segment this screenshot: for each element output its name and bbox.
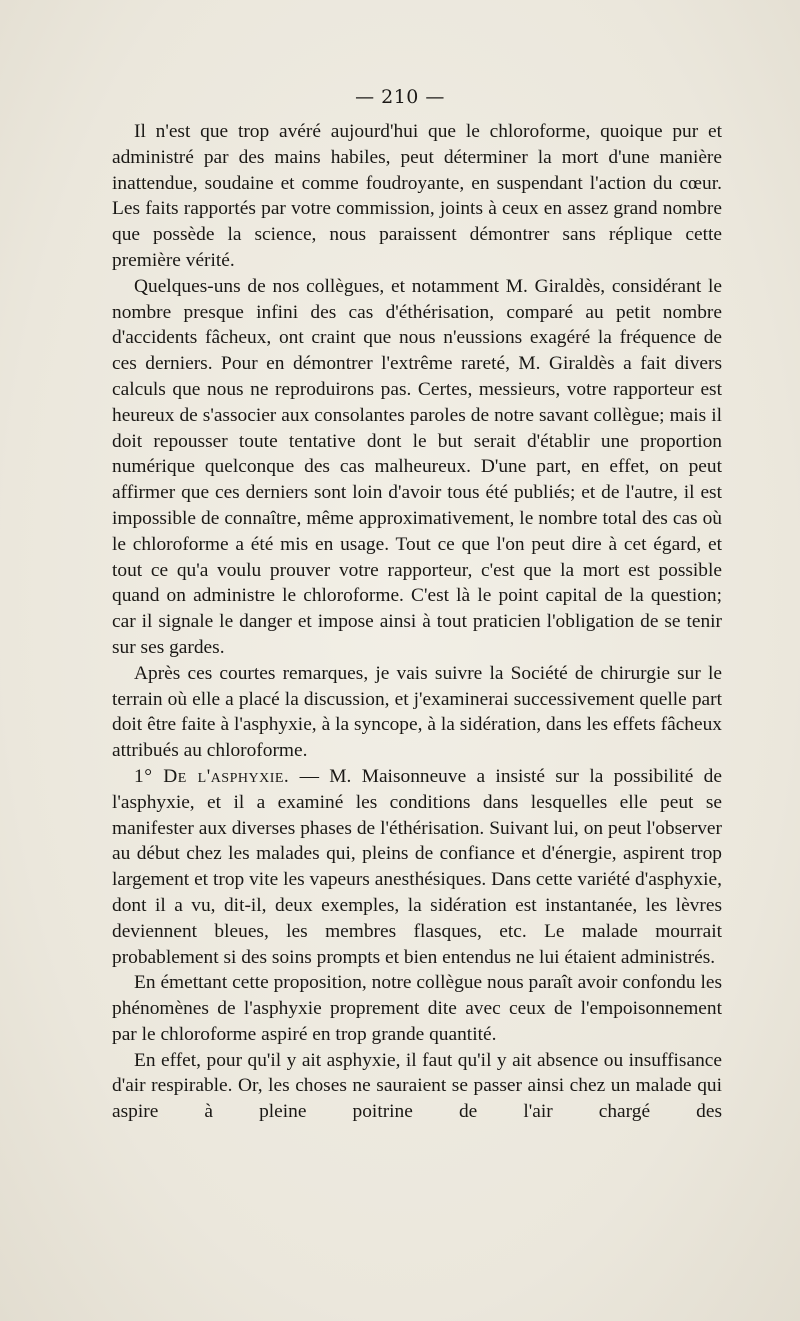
paragraph: Après ces courtes remarques, je vais suivre la Société de chirurgie sur le terrain où elle a placé la discussion, et j'examinerai successivement quelle part doit être faite à l'asphyxie, à la syncope, à la sidération, dans les effets fâcheux attribués au chloroforme. xyxy=(112,662,722,762)
page-number: — 210 — xyxy=(355,86,445,108)
body-text xyxy=(112,119,722,1125)
section-heading: 1° De l'asphyxie. xyxy=(134,765,290,787)
paragraph: En émettant cette proposition, notre collègue nous paraît avoir confondu les phénomènes de l'asphyxie proprement dite avec ceux de l'empoisonnement par le chloroforme aspiré en trop grande quantité. xyxy=(112,972,722,1045)
section-paragraph xyxy=(112,764,722,970)
paragraph: Il n'est que trop avéré aujourd'hui que le chloroforme, quoique pur et administré par des mains habiles, peut déterminer la mort d'une manière inattendue, soudaine et comme foudroyante, en suspendant l'action du cœur. Les faits rapportés par votre commission, joints à ceux en assez grand nombre que possède la science, nous paraissent démontrer sans réplique cette première vérité. xyxy=(112,121,722,271)
paragraph: En effet, pour qu'il y ait asphyxie, il faut qu'il y ait absence ou insuffisance d'air respirable. Or, les choses ne sauraient se passer ainsi chez un malade qui aspire à pleine poitrine de l'air chargé des xyxy=(112,1049,722,1123)
paragraph: Quelques-uns de nos collègues, et notamment M. Giraldès, considérant le nombre presque infini des cas d'éthérisation, comparé au petit nombre d'accidents fâcheux, ont craint que nous n'eussions exagéré la fréquence de ces derniers. Pour en démontrer l'extrême rareté, M. Giraldès a fait divers calculs que nous ne reproduirons pas. Certes, messieurs, votre rapporteur est heureux de s'associer aux consolantes paroles de notre savant collègue; mais il doit repousser toute tentative dont le but serait d'établir une proportion numérique quelconque des cas malheureux. D'une part, en effet, on peut affirmer que ces derniers sont loin d'avoir tous été publiés; et de l'autre, il est impossible de connaître, même approximativement, le nombre total des cas où le chloroforme a été mis en usage. Tout ce que l'on peut dire à cet égard, et tout ce qu'a voulu prouver votre rapporteur, c'est que la mort est possible quand on administre le chloroforme. C'est là le point capital de la question; car il signale le danger et impose ainsi à tout praticien l'obligation de se tenir sur ses gardes. xyxy=(112,275,722,658)
section-text: — M. Maisonneuve a insisté sur la possibilité de l'asphyxie, et il a examiné les conditions dans lesquelles elle peut se manifester aux diverses phases de l'éthérisation. Suivant lui, on peut l'observer au début chez les malades qui, pleins de confiance et d'énergie, aspirent trop largement et trop vite les vapeurs anesthésiques. Dans cette variété d'asphyxie, dont il a vu, dit-il, deux exemples, la sidération est instantanée, les lèvres deviennent bleues, les membres flasques, etc. Le malade mourrait probablement si des soins prompts et bien entendus ne lui étaient administrés. xyxy=(112,765,722,968)
